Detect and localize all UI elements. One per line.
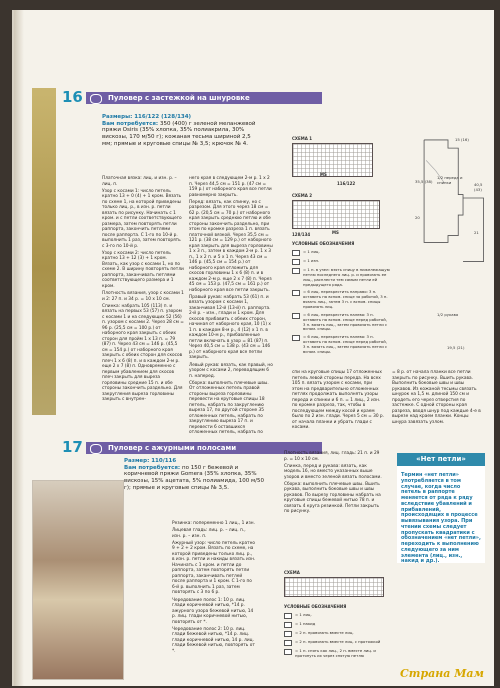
pattern-17-col1-p4: Чередование полос 1: 10 р. лиц. глади коричневой нитью, *14 р. ажурного узора бежевой нитью, 14 р. лиц. глади коричневой нитью, повторять от *. [172,597,254,625]
legend-box-icon [284,613,292,619]
dim-35-5-38: 35,5 (38) [415,179,433,184]
scheme-2-label: СХЕМА 2 [292,193,313,198]
no-loop-title: «Нет петли» [397,453,485,466]
pattern-17-col2-p1: Плотность вязания, лиц. гладь: 21 п. и 29 р. = 10 х 10 см. [284,451,380,462]
scheme-17-legend [284,613,386,662]
pattern-16-col2-p5: Сборка: выполнить плечевые швы. От отложенных петель правой стороны выреза горловины перевести на круговые спицы 18 петель, набрать по закруглению выреза 17, по другой стороне 35 отложенных петель, набрать по закруглению выреза 17 п. и перевести 6 оставшихся отложенных петель, набрать по [189,380,269,436]
pattern-17-col2-p2: Спинка, перед и рукава: вязать, как модель 16, но вместо указанных выше узоров и вместо зеленой вязать полосами. [284,463,382,480]
legend17-item-5: = 1 п. снять как лиц., 2 п. вместе лиц. и протянуть их через снятую петлю [284,649,386,659]
pattern-16-col4-p1: = 8 р. от начала планки все петли закрыть по рисунку. Вшить рукава. Выполнить боковые швы и швы рукавов. Из кожаной тесьмы связать шнурок на 1,5 м. длиной 150 см и продеть его через отверстия по застежке. С одной стороны края разреза, вводя шнур под каждые 4-е в вырезе над краем планки. Концы шнура завязать узлом. [392,370,481,425]
pattern-17-title: Пуловер с ажурными полосами [86,442,322,454]
dim-half-sleeve: 1/2 рукава [437,312,459,317]
pattern-16-section [32,88,488,436]
legend-item-1: = 1 лиц. [292,250,390,256]
pattern-16-col1-p5: Спинка: набрать 105 (113) п. и вязать на первых 53 (57) п. узором с косами 1 и на следующих 52 (56) п. узором с косами 2. Через 28 см = 96 р. (25,5 см = 100 р.) от наборного края закрыть с обеих сторон для пройм 1 х 13 п. = 79 (87) п. Через 43 см = 146 р. (45,5 см = 154 р.) от наборного края закрыть с обеих сторон для скосов плеч 1 х 6 (8) п. и в каждом 2-м р. еще 2 х 7 (8) п. Одновременно с первым убавлением для скосов плеч закрыть для выреза горловины средние 15 п. и обе стороны закончить раздельно. Для закругления выреза горловины закрыть с внутрен- [102,303,184,403]
legend-item-5: = 6 лиц. перекрестить налево: 3 п. оставить на вспом. спице перед работой, 3 п. вязать лиц., затем провязать петли с вспом. спицы. [292,313,390,332]
pattern-17-col1-p2: Лицевая гладь: лиц. р. – лиц. п., изн. р. – изн. п. [172,528,246,539]
pattern-16-needs [102,114,262,148]
magazine-page [12,10,494,686]
legend-item-6: = 6 лиц. перекрестить налево: 3 п. оставить на вспом. спице перед работой, 3 п. вязать лиц., затем провязать петли с вспом. спицы. [292,335,390,354]
pattern-16-sizes: Размеры: 116/122 (128/134) [102,114,192,120]
legend-box-icon [292,268,300,274]
pattern-16-col-1 [102,176,184,404]
dim-half-front-back: 1/2 переда и спинки [437,175,463,185]
legend-box-icon [284,631,292,637]
watermark-logo: Страна Мам [400,666,484,680]
pattern-16-schematic [407,133,489,263]
pattern-17-col1-p3: Ажурный узор: число петель кратно 9 + 2 + 2 кром. Вязать по схеме, на которой приведены только лиц. р., в изн. р. петли и накиды вязать изн. Начинать с 1 кром. и петли до раппорта, затем повторять петли раппорта, заканчивать петлей после раппорта и 1 кром. С 1-го по 6-й р. выполнить 1 раз, затем повторять с 3 по 6 р. [172,540,256,596]
legend17-item-4: = 2 п. провязать вместе лиц. с протяжкой [284,640,386,646]
legend-box-icon [284,640,292,646]
legend-box-icon [292,250,300,256]
no-loop-note [397,453,485,563]
pattern-16-col3-p1: спи на круговые спицы 17 отложенных петель левой стороны переда. На всех 105 п. вязать узором с косами, при этом на предварительно отложенных петлях продолжать выполнять узоры переда и спинки и 6 п. = 1 лиц., 2 изн. по кромке разреза, так, чтобы в последующем между косой и краем было по 2 изн. глади. Через 5 см = 30 р. от начала планки и убрать глади с косами. [292,370,385,430]
pattern-16-photo-strip [32,88,56,415]
pattern-17-photo [32,480,124,680]
pattern-16-materials-title: Вам потребуется: 350 (400) г зеленой меланжевой пряжи Osiris (35% хлопка, 35% полиакрила, 30% вискозы, 170 м/50 г); кожаная тесьма шириной 2,5 мм; прямые и круговые спицы № 3,5; крючок № 4. [102,120,256,147]
scheme-legend [292,250,390,358]
scheme-1-label: СХЕМА 1 [292,136,313,141]
pattern-16-col1-p2: Узор с косами 1: число петель кратно 13 + 0 (4) + 1 кром. Вязать по схеме 1, на которой приведены только лиц. р., в изн. р. петли вязать по рисунку. Начинать с 1 кром. и с петли соответствующего размера, затем повторять петли раппорта, закончить петлями после раппорта. С 1-го по 10-й р. выполнить 1 раз, затем повторять с 3-го по 10-й р. [102,188,182,249]
pattern-17-section [32,438,488,683]
pattern-16-col-4 [392,370,482,427]
dim-19-5-21: 19,5 (21) [447,345,465,350]
pattern-17-col1-p5: Чередование полос 2: 10 р. лиц. глади бежевой нитью, *14 р. лиц. глади коричневой нитью, 14 р. лиц. глади бежевой нитью, повторять от *. [172,626,255,654]
pattern-17-col-2 [284,451,384,517]
pattern-17-col1-p1: Резинка: попеременно 1 лиц., 1 изн. [172,521,255,526]
legend-box-icon [284,622,292,628]
dim-40-5-43: 40,5 (43) [474,182,483,192]
pattern-17-col-1 [172,521,256,656]
scheme-17-chart [284,577,384,597]
pattern-16-col2-p2: Перед: вязать, как спинку, но с разрезом. Для этого через 18 см = 62 р. (20,5 см = 70 р.) от наборного края закрыть среднюю петлю и обе стороны закончить раздельно, при этом по кромке разреза 1 п. вязать платочной вязкой. Через 35,5 см = 121 р. (38 см = 129 р.) от наборного края закрыть для выреза горловины 1 х 3 п., затем в каждом 2-м р. 1 х 3 п., 1 х 2 п. и 5 х 1 п. Через 43 см = 146 р. (45,5 см = 154 р.) от наборного края отложить для скосов горловины 1 х 6 (8) п. и в каждом 2-м р. еще 2 х 7 (8) п. Через 45 см = 153 р. (47,5 см = 161 р.) от наборного края все петли закрыть. [189,199,273,293]
legend-box-icon [292,259,300,265]
scheme-1-ms: MS [320,172,327,177]
legend-box-icon [292,290,300,296]
scheme-2-size: 128/134 [292,232,311,237]
dim-15-16: 15 (16) [455,137,469,142]
pattern-16-col1-p1: Платочная вязка: лиц. и изн. р. – лиц. п. [102,176,177,187]
legend-item-3: = 1 п. в узел: взять спицу в нижележащую петлю последнего лиц. р. и провязать ее лиц., расплести тем самым петли ей предыдущего ряда. [292,268,390,287]
pattern-16-col2-p3: Правый рукав: набрать 53 (61) п. и вязать узором с косами 1, заканчивая 12-й (13-й) п. раппорта. 2-й р. – изн., глади и 1 кром. Для скосов прибавить с обеих сторон, начиная от наборного края, 10 (1) х 1 п. в каждом 8-м р., 4 (12) х 1 п. в каждом 10-м р., прибавленные петли включать в узор = 81 (87) п. Через 40,5 см = 138 р. (43 см = 146 р.) от наборного края все петли закрыть. [189,294,271,361]
pattern-16-col-2 [189,176,274,437]
dim-20: 20 [415,215,420,220]
pattern-17-number: 17 [62,438,83,456]
pattern-16-number: 16 [62,88,83,106]
legend17-item-1: = 1 лиц. [284,613,386,619]
legend-box-icon [292,313,300,319]
scheme-17-label: СХЕМА [284,570,300,575]
legend-box-icon [292,335,300,341]
scheme-1-size: 116/122 [337,181,356,186]
legend-box-icon [284,649,292,655]
pattern-16-header [32,88,488,108]
pattern-16-col-3 [292,370,384,432]
pattern-16-col1-p3: Узор с косами 2: число петель кратно 13 + 12 (3) + 1 кром. Вязать, как узор с косами 1, но по схеме 2. В ширину повторять петли раппорта, заканчивать петлями соответствующего размера и 1 кром. [102,250,184,289]
scheme-1-chart [292,143,373,177]
dim-21: 21 [474,230,479,235]
legend-item-2: = 1 изн. [292,259,390,265]
pattern-16-col1-p4: Плотность вязания, узор с косами 1 и 2: 27 п. и 34 р. = 10 х 10 см. [102,291,184,302]
pattern-17-materials-title: Вам потребуется: по 150 г бежевой и коричневой пряжи Gomera (35% хлопка, 35% вискозы, 15% ацетата, 5% полиамида, 100 м/50 г); прямые и круговые спицы № 3,5. [124,464,264,491]
scheme-symbols-title: УСЛОВНЫЕ ОБОЗНАЧЕНИЯ [292,241,355,246]
scheme-2-chart [292,200,380,229]
no-loop-text: Термин «нет петли» употребляется в том случае, когда число петель в раппорте меняется от ряда к ряду вследствие убавлений и прибавлений, происходящих в процессе вывязывания узора. При чтении схемы следует пропускать квадратики с обозначением «нет петли», переходить к выполнению следующего за ним элемента (лиц., изн., накид и др.). [401,472,481,565]
pattern-16-title: Пуловер с застежкой на шнуровке [86,92,322,104]
pattern-16-col2-p1: него края в следующем 2-м р. 1 х 2 п. Через 44,5 см = 151 р. (47 см = 159 р.) от наборного края все петли равномерно закрыть. [189,176,272,198]
pattern-16-col2-p4: Левый рукав: вязать, как правый, но узором с косами 2, переводящим 6 п. наперед. [189,362,273,379]
pattern-17-col2-p3: Сборка: выполнить плечевые швы. Вшить рукава, выполнить боковые швы и швы рукавов. По вырезу горловины набрать на круговые спицы бежевой нитью 78 п. и связать 4 круга резинкой. Петли закрыть по рисунку. [284,481,381,515]
scheme-2-ms: MS [332,230,339,235]
pattern-17-needs [124,458,269,492]
scheme-17-symbols-title: УСЛОВНЫЕ ОБОЗНАЧЕНИЯ [284,604,347,609]
pattern-17-sizes: Размер: 110/116 [124,458,177,464]
legend17-item-2: = 1 накид [284,622,386,628]
legend-item-4: = 6 лиц. перекрестить направо: 3 п. оставить на вспом. спице за работой, 3 п. вязать лиц., затем 3 п. с вспом. спицы провязать лиц. [292,290,390,309]
legend17-item-3: = 2 п. провязать вместе лиц. [284,631,386,637]
